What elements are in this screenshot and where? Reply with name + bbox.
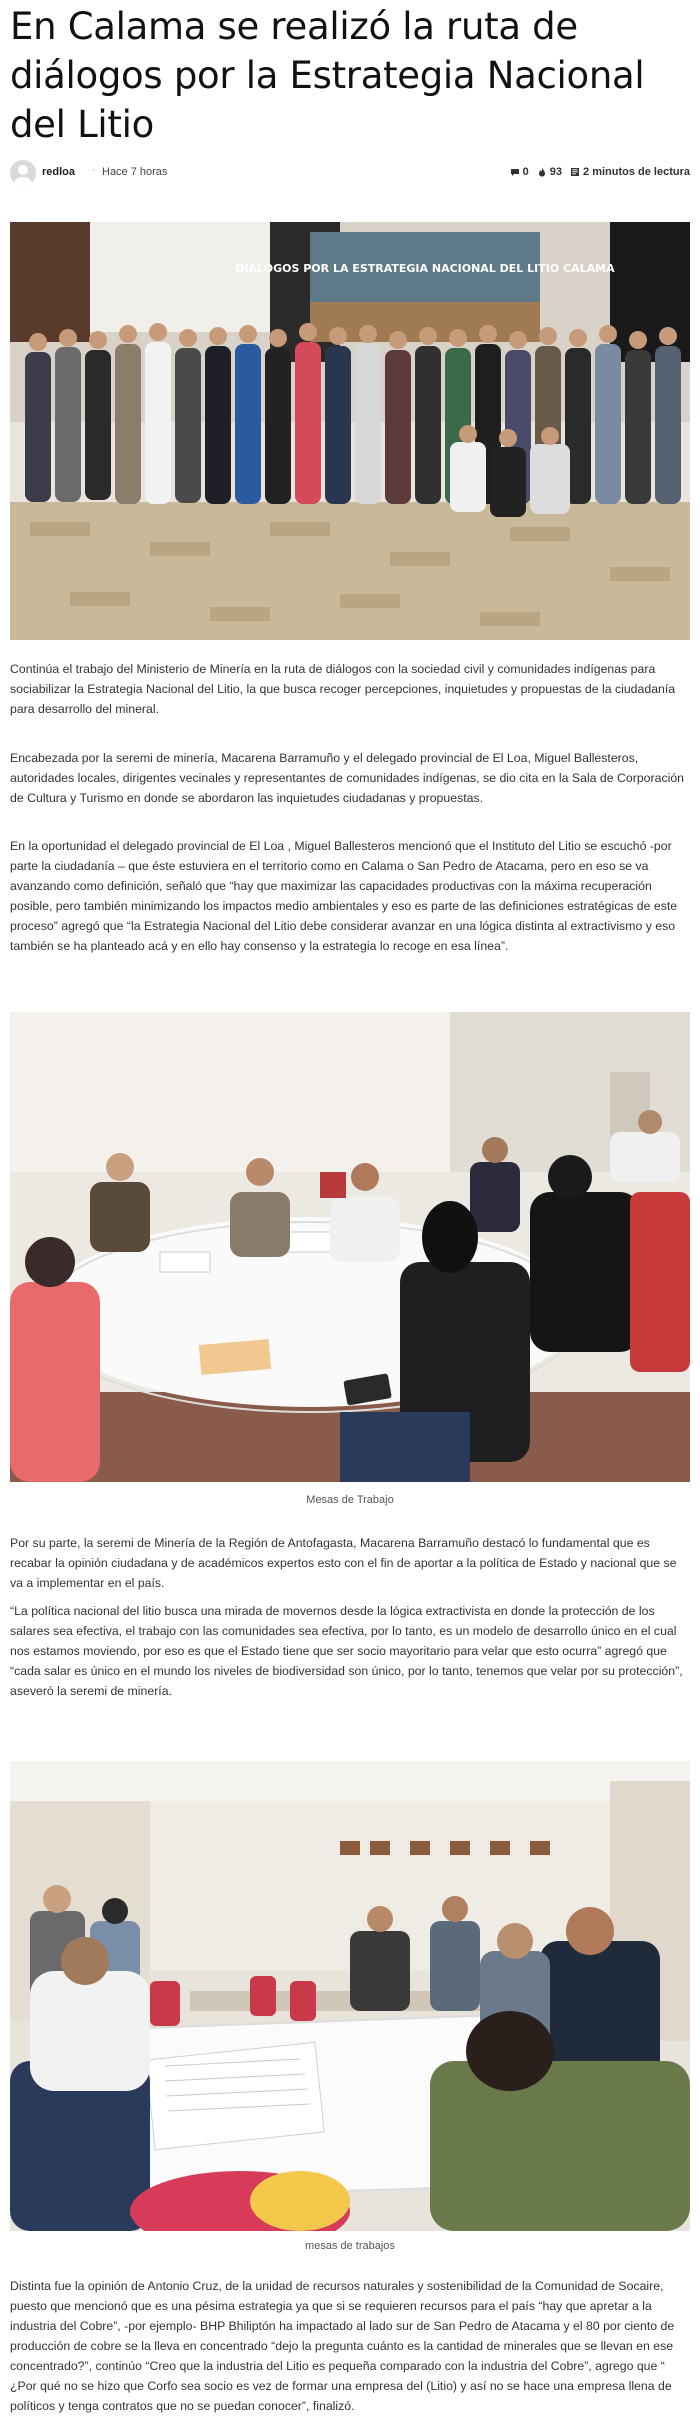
meta-separator: · xyxy=(92,164,96,176)
author-avatar[interactable] xyxy=(10,160,36,186)
paragraph-1: Continúa el trabajo del Ministerio de Minería en la ruta de diálogos con la sociedad civil y comunidades indígenas para sociabilizar la Estrategia Nacional del Litio, la que busca recoger percepciones, inquietudes y propuestas de la ciudadanía para desarrollo del mineral. xyxy=(10,662,676,716)
article-photo-work-tables xyxy=(10,1761,690,2231)
work-tables-photo-illustration xyxy=(10,1761,690,2231)
paragraph-5: “La política nacional del litio busca una mirada de movernos desde la lógica extractivista en donde la protección de los salares sea efectiva, el trabajo con las comunidades sea efectiva, por lo tanto, es un modelo de desarrollo único en el cual nos estamos moviendo, por eso es que el Estado tiene que ser socio mayoritario para velar que esto ocurra” agregó que “cada salar es único en el mundo los niveles de biodiversidad son único, por lo tanto, tenemos que velar por su protección”, aseveró la seremi de minería. xyxy=(10,1604,683,1698)
article-title: En Calama se realizó la ruta de diálogos por la Estrategia Nacional del Litio xyxy=(10,5,645,146)
article-stats xyxy=(510,166,690,178)
paragraph-6: Distinta fue la opinión de Antonio Cruz, de la unidad de recursos naturales y sostenibilidad de la Comunidad de Socaire, puesto que mencionó que es una pésima estrategia ya que si se requieren recursos para el país “hay que apretar a la industria del Cobre”, -por ejemplo- BHP Bhiliptón ha impactado al lado sur de San Pedro de Atacama y el 80 por ciento de producción de cobre se la lleva en concentrado “dejo la pregunta cuánto es la cantidad de minerales que se llevan en ese concentrado?”, continúo “Creo que la industria del Litio es pequeña comparado con la industria del Cobre”, agrego que “ ¿Por qué no se hizo que Corfo sea socio es vez de formar una empresa del (Litio) y así no se hace una empresa llena de políticos y tenga contratos que no se puedan conocer”, finalizó. xyxy=(10,2279,675,2413)
fire-icon xyxy=(537,167,547,177)
banner-text: DIÁLOGOS POR LA ESTRATEGIA NACIONAL DEL LITIO CALAMA xyxy=(235,262,615,275)
photo-caption-2: mesas de trabajos xyxy=(305,2240,395,2252)
author-link[interactable]: redloa xyxy=(42,166,76,178)
paragraph-2: Encabezada por la seremi de minería, Macarena Barramuño y el delegado provincial de El Loa, Miguel Ballesteros, autoridades locales, dirigentes vecinales y representantes de comunidades indígenas, se dio cita en la Sala de Corporación de Cultura y Turismo en donde se abordaron las inquietudes ciudadanas y propuestas. xyxy=(10,751,685,805)
book-icon xyxy=(570,167,580,177)
comments-value: 0 xyxy=(522,166,529,178)
views-count xyxy=(537,166,562,178)
read-time xyxy=(570,166,690,178)
photo-caption-1: Mesas de Trabajo xyxy=(306,1494,394,1506)
read-time-value: 2 minutos de lectura xyxy=(583,166,690,178)
paragraph-3: En la oportunidad el delegado provincial de El Loa , Miguel Ballesteros mencionó que el Instituto del Litio se escuchó -por parte la ciudadanía – que éste estuviera en el territorio como en Calama o San Pedro de Atacama, pero en eso se va avanzando como definición, señaló que “hay que maximizar las capacidades productivas con la máxima recuperación posible, pero también minimizando los impactos medio ambientales y eso es parte de las definiciones estratégicas de este proceso” agregó que “la Estrategia Nacional del Litio debe considerar avanzar en una lógica distinta al extractivismo y eso también se ha planteado acá y en ello hay consenso y la estrategia lo recoge en esa línea”. xyxy=(10,839,678,953)
comments-icon xyxy=(510,167,520,177)
comments-count[interactable] xyxy=(510,166,529,178)
views-value: 93 xyxy=(549,166,563,178)
publish-time: Hace 7 horas xyxy=(102,166,168,178)
article-photo-work-table xyxy=(10,1012,690,1482)
article-photo-group xyxy=(10,222,690,640)
paragraph-4: Por su parte, la seremi de Minería de la Región de Antofagasta, Macarena Barramuño destacó lo fundamental que es recabar la opinión ciudadana y de académicos expertos esto con el fin de aportar a la política de Estado y nacional que se va a implementar en el país. xyxy=(10,1536,677,1590)
group-photo-illustration xyxy=(10,222,690,640)
article-meta xyxy=(10,160,690,186)
user-avatar-icon xyxy=(10,160,36,186)
work-table-photo-illustration xyxy=(10,1012,690,1482)
